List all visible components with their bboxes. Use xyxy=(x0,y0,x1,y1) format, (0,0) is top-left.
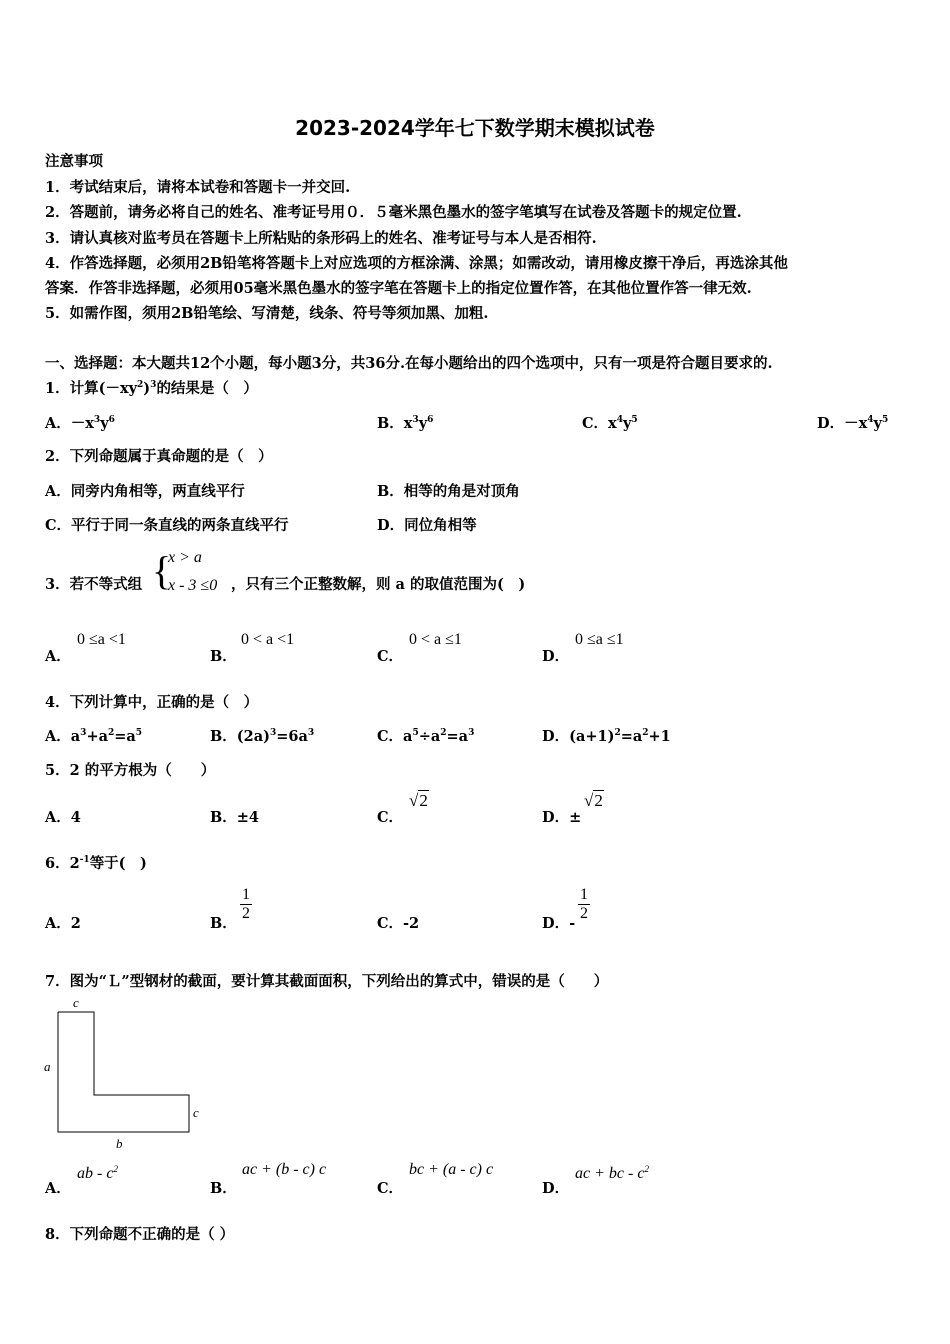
inequality-2: x - 3 ≤0 xyxy=(168,577,218,594)
q6-option-b-label[interactable]: B． xyxy=(210,915,237,932)
q3-option-c-label[interactable]: C． xyxy=(377,648,404,665)
notice-item: 4．作答选择题，必须用2B铅笔将答题卡上对应选项的方框涂满、涂黑；如需改动，请用橡皮擦干净后，再选涂其他 xyxy=(45,255,788,272)
q5-option-d-label[interactable]: D．± xyxy=(542,809,582,826)
q7-option-d-label[interactable]: D． xyxy=(542,1180,570,1197)
l-shape-outline xyxy=(58,1012,189,1132)
q3-option-a-label[interactable]: A． xyxy=(45,648,71,665)
system-brace: { xyxy=(152,548,172,593)
q5-option-c-label[interactable]: C． xyxy=(377,809,404,826)
q6-option-d-fraction[interactable]: $\frac{1}{2}$ xyxy=(580,886,588,922)
notice-item: 2．答题前，请务必将自己的姓名、准考证号用０．５毫米黑色墨水的签字笔填写在试卷及答题卡的规定位置. xyxy=(45,204,742,221)
question-3-stem-post: ，只有三个正整数解，则 a 的取值范围为( ) xyxy=(231,576,526,593)
label-b: b xyxy=(116,1136,123,1151)
q1-option-b[interactable]: B．$x^3y^6$ xyxy=(377,415,434,432)
page-title: 2023-2024学年七下数学期末模拟试卷 xyxy=(295,116,655,140)
q2-option-a[interactable]: A．同旁内角相等，两直线平行 xyxy=(45,483,245,500)
label-c-right: c xyxy=(193,1105,199,1120)
question-7-stem: 7．图为“Ｌ”型钢材的截面，要计算其截面面积，下列给出的算式中，错误的是（ ） xyxy=(45,973,609,990)
q7-option-c[interactable]: bc + (a - c) c xyxy=(409,1161,494,1178)
q6-option-a[interactable]: A．2 xyxy=(45,915,81,932)
label-a: a xyxy=(44,1059,51,1074)
q2-option-d[interactable]: D．同位角相等 xyxy=(377,517,477,534)
q1-option-a[interactable]: A．$-x^3y^6$ xyxy=(45,415,115,432)
q6-option-c[interactable]: C．-2 xyxy=(377,915,420,932)
q3-option-b[interactable]: 0 < a <1 xyxy=(241,631,295,648)
question-2-stem: 2．下列命题属于真命题的是（ ） xyxy=(45,448,273,465)
q3-option-b-label[interactable]: B． xyxy=(210,648,237,665)
question-5-stem: 5．2 的平方根为（ ） xyxy=(45,762,216,779)
q4-option-d[interactable]: D．$(a+1)^2=a^2+1$ xyxy=(542,728,671,745)
q5-option-d-sqrt[interactable]: √2 xyxy=(584,791,603,810)
notice-item: 5．如需作图，须用2B铅笔绘、写清楚，线条、符号等须加黑、加粗. xyxy=(45,305,489,322)
q7-option-b[interactable]: ac + (b - c) c xyxy=(242,1161,327,1178)
l-shape-figure xyxy=(40,995,210,1155)
question-8-stem: 8．下列命题不正确的是（ ） xyxy=(45,1226,235,1243)
q3-option-d[interactable]: 0 ≤a ≤1 xyxy=(575,631,624,648)
q4-option-b[interactable]: B．$(2a)^3=6a^3$ xyxy=(210,728,315,745)
notice-item: 3．请认真核对监考员在答题卡上所粘贴的条形码上的姓名、准考证号与本人是否相符. xyxy=(45,230,597,247)
section-heading: 一、选择题：本大题共12个小题，每小题3分，共36分.在每小题给出的四个选项中，只有一项是符合题目要求的. xyxy=(45,355,773,372)
question-6-stem: 6．$2^{-1}$等于( ) xyxy=(45,855,147,872)
q7-option-d[interactable]: ac + bc - $c^2$ xyxy=(575,1164,649,1182)
q2-option-b[interactable]: B．相等的角是对顶角 xyxy=(377,483,520,500)
question-4-stem: 4．下列计算中，正确的是（ ） xyxy=(45,694,259,711)
label-c-top: c xyxy=(73,995,79,1010)
notice-item: 答案．作答非选择题，必须用05毫米黑色墨水的签字笔在答题卡上的指定位置作答，在其他位置作答一律无效. xyxy=(45,280,752,297)
q3-option-d-label[interactable]: D． xyxy=(542,648,570,665)
q7-option-a[interactable]: ab - $c^2$ xyxy=(77,1164,118,1182)
q1-option-d[interactable]: D．$-x^4y^5$ xyxy=(817,415,889,432)
q3-option-a[interactable]: 0 ≤a <1 xyxy=(77,631,126,648)
inequality-1: x > a xyxy=(168,549,202,566)
q4-option-c[interactable]: C．$a^5\div a^2=a^3$ xyxy=(377,728,475,745)
q2-option-c[interactable]: C．平行于同一条直线的两条直线平行 xyxy=(45,517,289,534)
notice-item: 1．考试结束后，请将本试卷和答题卡一并交回. xyxy=(45,179,351,196)
q1-option-c[interactable]: C．$x^4y^5$ xyxy=(582,415,638,432)
q5-option-b[interactable]: B．±4 xyxy=(210,809,259,826)
question-1-stem: 1．计算$(-xy^2)^3$的结果是（ ） xyxy=(45,380,258,397)
q7-option-b-label[interactable]: B． xyxy=(210,1180,237,1197)
q3-option-c[interactable]: 0 < a ≤1 xyxy=(409,631,462,648)
q7-option-a-label[interactable]: A． xyxy=(45,1180,71,1197)
notice-heading: 注意事项 xyxy=(45,153,103,170)
q6-option-b-fraction[interactable]: $\frac{1}{2}$ xyxy=(242,886,250,922)
q4-option-a[interactable]: A．$a^3+a^2=a^5$ xyxy=(45,728,143,745)
q5-option-a[interactable]: A．4 xyxy=(45,809,81,826)
q7-option-c-label[interactable]: C． xyxy=(377,1180,404,1197)
question-3-stem-pre: 3．若不等式组 xyxy=(45,576,143,593)
q6-option-d-label[interactable]: D．- xyxy=(542,915,576,932)
q5-option-c-sqrt[interactable]: √2 xyxy=(409,791,428,810)
